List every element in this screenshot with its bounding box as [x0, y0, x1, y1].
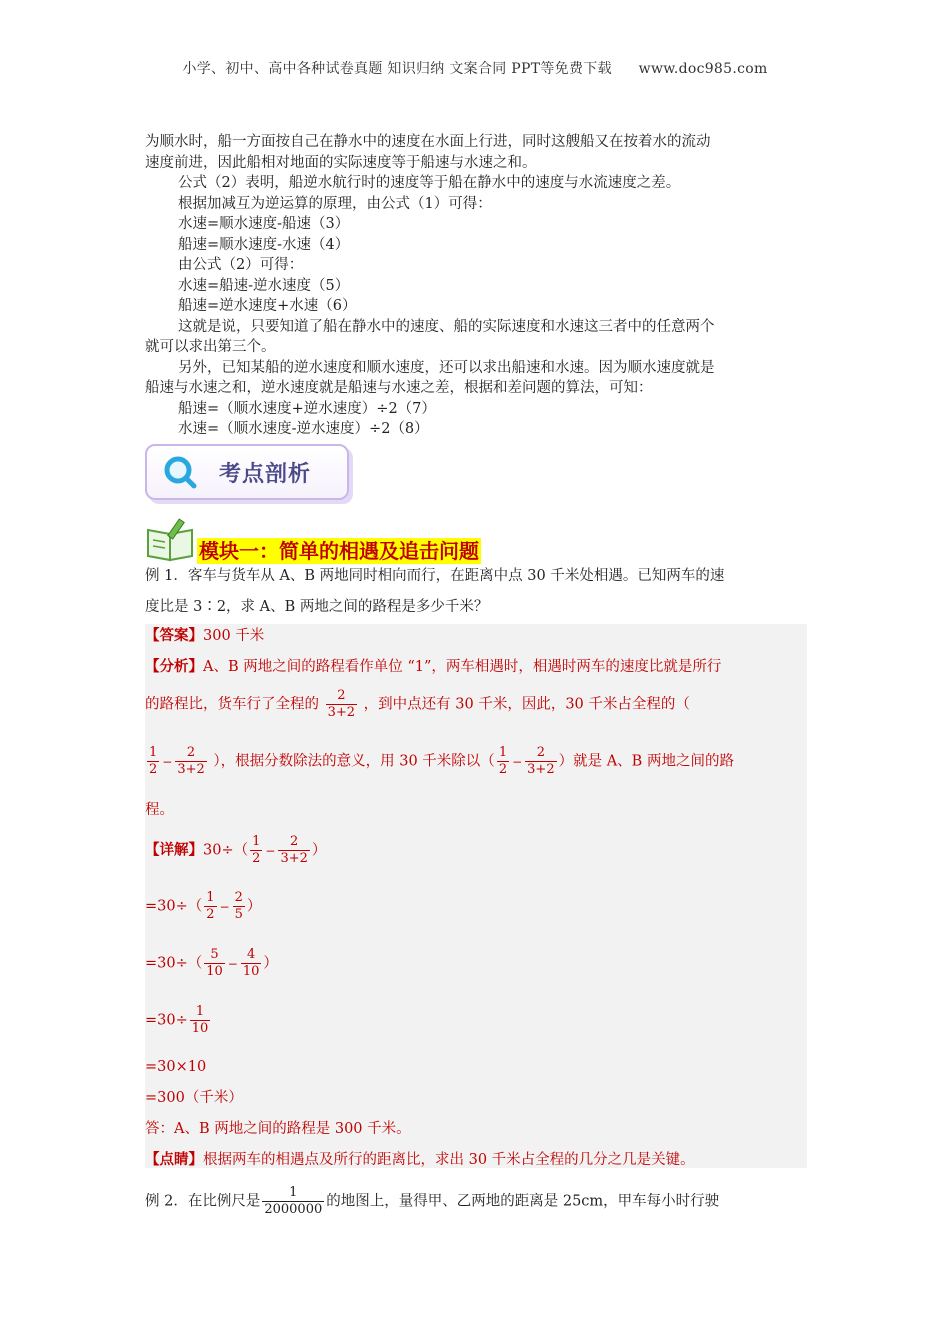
denominator: 2: [149, 762, 158, 777]
banner-title: 考点剖析: [219, 462, 312, 487]
section-banner: [145, 444, 349, 500]
formula-3: 水速=顺水速度-船速（3）: [178, 216, 350, 232]
denominator: 3+2: [327, 705, 356, 720]
fraction: [175, 745, 206, 778]
step-text: =30÷（: [145, 898, 203, 915]
formula-7: 船速=（顺水速度+逆水速度）÷2（7）: [178, 400, 436, 417]
denominator: 2: [498, 762, 508, 777]
analysis-text: ），根据分数除法的意义，用 30 千米除以（: [213, 753, 495, 770]
close-paren: ）: [246, 898, 262, 915]
question-text: 例 2．在比例尺是: [145, 1193, 261, 1210]
example-1-question: [145, 566, 810, 617]
analysis-line-1: [145, 657, 721, 677]
numerator: 1: [149, 745, 158, 760]
detail-step-0: [145, 834, 326, 867]
analysis-line-2: [145, 688, 690, 721]
fraction: [278, 834, 309, 867]
denominator: 3+2: [177, 762, 205, 777]
analysis-line-4: [145, 800, 174, 820]
numerator: 1: [262, 1185, 324, 1202]
minus-sign: −: [219, 899, 230, 914]
fraction: [497, 745, 509, 778]
intro-line: 船速与水速之和，逆水速度就是船速与水速之差，根据和差问题的算法，可知：: [145, 380, 653, 396]
analysis-text: 程。: [145, 802, 174, 818]
intro-section: [145, 132, 807, 440]
detail-step-3: [145, 1004, 212, 1037]
numerator: 1: [498, 745, 508, 760]
detail-step-2: [145, 947, 278, 980]
intro-line: 这就是说，只要知道了船在静水中的速度、船的实际速度和水速这三者中的任意两个: [178, 318, 715, 335]
scale-fraction: [262, 1185, 324, 1218]
answer-value: 300 千米: [203, 628, 265, 644]
numerator: 1: [252, 834, 261, 849]
denominator: 2: [206, 907, 215, 922]
denominator: 10: [191, 1021, 209, 1036]
answer-tag: 【答案】: [145, 627, 203, 644]
fraction: [250, 834, 262, 867]
analysis-line-3: [145, 745, 734, 778]
numerator: 1: [190, 1004, 211, 1021]
module-heading: [145, 514, 565, 566]
step-text: =30÷（: [145, 955, 203, 972]
example-2-question: [145, 1185, 810, 1218]
minus-sign: −: [227, 956, 238, 971]
numerator: 1: [206, 890, 215, 905]
analysis-text: ）就是 A、B 两地之间的路: [558, 753, 734, 770]
minus-sign: −: [265, 843, 276, 858]
tip-tag: 【点睛】: [145, 1151, 203, 1168]
page-header: [0, 58, 950, 78]
fraction: [241, 947, 262, 980]
book-pencil-icon: [145, 518, 197, 562]
denominator: 3+2: [280, 851, 308, 866]
step-text: =30÷: [145, 1012, 188, 1029]
question-line: 度比是 3∶2，求 A、B 两地之间的路程是多少千米？: [145, 599, 489, 615]
detail-step-4: =30×10: [145, 1059, 207, 1075]
minus-sign: −: [162, 754, 173, 769]
numerator: 2: [234, 890, 243, 905]
question-text: 的地图上，量得甲、乙两地的距离是 25cm，甲车每小时行驶: [326, 1193, 720, 1210]
fraction: [233, 890, 245, 923]
analysis-tag: 【分析】: [145, 658, 203, 675]
denominator: 5: [234, 907, 243, 922]
denominator: 2: [252, 851, 261, 866]
formula-5: 水速=船速-逆水速度（5）: [178, 277, 350, 294]
denominator: 3+2: [527, 762, 555, 777]
close-paren: ）: [263, 955, 278, 972]
close-paren: ）: [311, 842, 327, 859]
numerator: 4: [241, 947, 262, 964]
fraction: [204, 890, 216, 923]
tip-text: 根据两车的相遇点及所行的距离比，求出 30 千米占全程的几分之几是关键。: [203, 1152, 695, 1168]
intro-line: 公式（2）表明，船逆水航行时的速度等于船在静水中的速度与水流速度之差。: [178, 175, 681, 191]
minus-sign: −: [512, 754, 523, 769]
intro-line: 根据加减互为逆运算的原理，由公式（1）可得：: [178, 195, 492, 212]
analysis-text: 的路程比，货车行了全程的: [145, 696, 319, 713]
intro-line: 速度前进，因此船相对地面的实际速度等于船速与水速之和。: [145, 154, 537, 171]
analysis-text: A、B 两地之间的路程看作单位 “1”，两车相遇时，相遇时两车的速度比就是所行: [203, 659, 722, 675]
detail-tag: 【详解】: [145, 841, 203, 859]
numerator: 2: [525, 745, 556, 762]
fraction: [326, 688, 357, 721]
header-site-link[interactable]: www.doc985.com: [638, 61, 768, 77]
intro-line: 为顺水时，船一方面按自己在静水中的速度在水面上行进，同时这艘船又在按着水的流动: [145, 134, 711, 150]
formula-8: 水速=（顺水速度-逆水速度）÷2（8）: [178, 421, 429, 437]
detail-step-5: =300（千米）: [145, 1090, 243, 1106]
magnifier-icon: [163, 455, 197, 489]
fraction: [190, 1004, 211, 1037]
formula-4: 船速=顺水速度-水速（4）: [178, 236, 350, 253]
numerator: 5: [204, 947, 225, 964]
detail-step-1: [145, 890, 261, 923]
fraction: [525, 745, 556, 778]
fraction: [204, 947, 225, 980]
tip-line: [145, 1150, 695, 1170]
intro-line: 就可以求出第三个。: [145, 339, 276, 355]
intro-line: 由公式（2）可得：: [178, 257, 304, 273]
numerator: 2: [175, 745, 206, 762]
denominator: 10: [242, 964, 260, 979]
step-text: 30÷（: [203, 842, 249, 859]
numerator: 2: [326, 688, 357, 705]
formula-6: 船速=逆水速度+水速（6）: [178, 298, 357, 314]
denominator: 2000000: [264, 1202, 323, 1217]
fraction: [147, 745, 159, 778]
denominator: 10: [206, 964, 223, 979]
module-title: 模块一：简单的相遇及追击问题: [199, 539, 479, 563]
answer-line: [145, 626, 264, 646]
conclusion: 答：A、B 两地之间的路程是 300 千米。: [145, 1121, 411, 1137]
intro-line: 另外，已知某船的逆水速度和顺水速度，还可以求出船速和水速。因为顺水速度就是: [178, 359, 715, 376]
header-text: 小学、初中、高中各种试卷真题 知识归纳 文案合同 PPT等免费下载: [182, 61, 612, 77]
question-line: 例 1．客车与货车从 A、B 两地同时相向而行，在距离中点 30 千米处相遇。已知两车的速: [145, 568, 725, 584]
numerator: 2: [278, 834, 309, 851]
analysis-text: ，到中点还有 30 千米，因此，30 千米占全程的（: [363, 696, 690, 713]
